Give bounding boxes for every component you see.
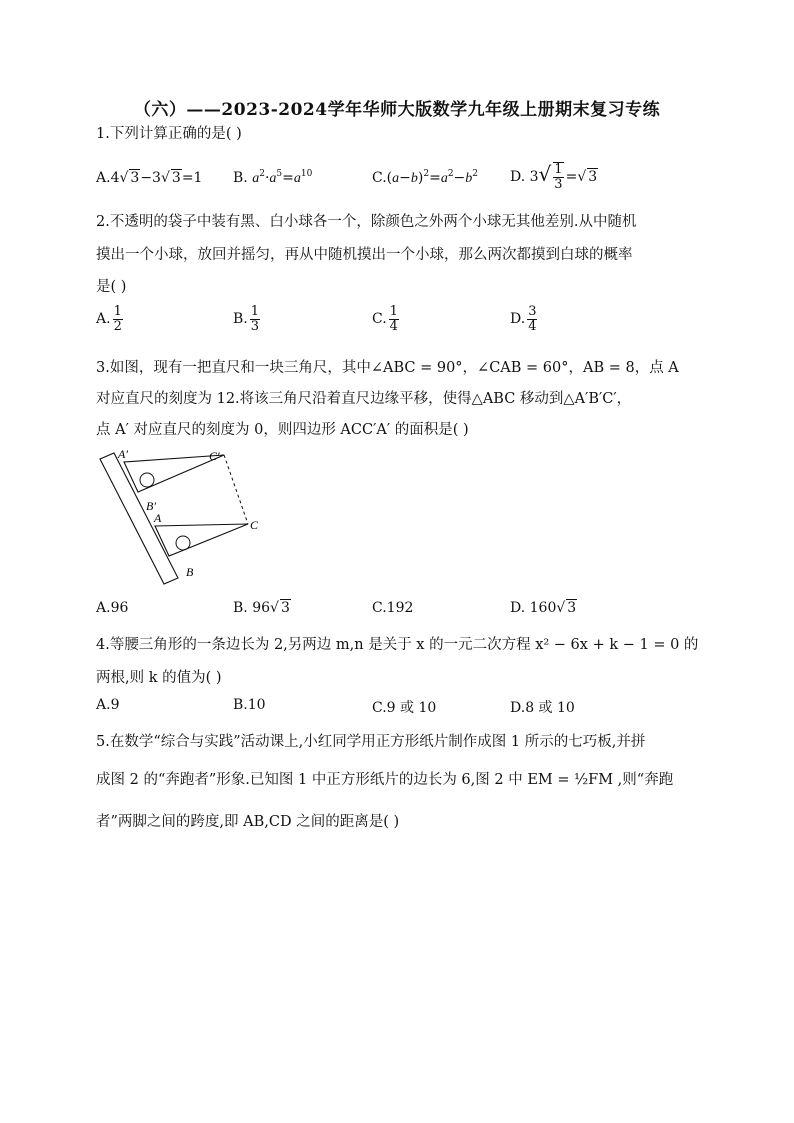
q4-option-a-label: A.	[96, 697, 111, 713]
q3-line-2: 对应直尺的刻度为 12.将该三角尺沿着直尺边缘平移，使得△ABC 移动到△A′B′C′，	[96, 391, 632, 407]
q1-option-a-formula: 4√ 3−3√ 3=1	[110, 170, 203, 186]
q3-option-d-formula: 160√ 3	[525, 600, 577, 616]
label-c: C	[250, 518, 259, 532]
q2-option-a	[96, 305, 125, 333]
q2-option-c	[372, 305, 401, 333]
q2-line-1: 2.不透明的袋子中装有黑、白小球各一个，除颜色之外两个小球无其他差别.从中随机	[96, 214, 637, 230]
triangle-hole-upper	[140, 473, 154, 487]
q1-stem: 1.下列计算正确的是( )	[96, 126, 242, 142]
denominator: 4	[528, 318, 537, 334]
q3-option-d	[510, 600, 577, 616]
numerator: 1	[250, 304, 260, 319]
q4-option-b-label: B.	[233, 697, 248, 713]
q2-option-a-label: A.	[96, 311, 111, 328]
q3-line-1: 3.如图，现有一把直尺和一块三角尺，其中∠ABC = 90°，∠CAB = 60°，AB = 8，点 A	[96, 360, 679, 376]
q2-option-c-fraction	[389, 305, 399, 333]
q4-line-2: 两根,则 k 的值为( )	[96, 670, 222, 686]
q4-option-c	[372, 697, 436, 717]
dashed-cc-prime	[224, 455, 248, 524]
q3-option-c-label: C.	[372, 600, 387, 616]
q5-line-1: 5.在数学“综合与实践”活动课上,小红同学用正方形纸片制作成图 1 所示的七巧板,并拼	[96, 734, 646, 750]
q4-option-a-value: 9	[110, 697, 120, 713]
numerator: 1	[389, 304, 398, 319]
q3-option-a-value: 96	[110, 600, 129, 616]
q3-option-d-label: D.	[510, 600, 526, 616]
q3-option-a	[96, 600, 128, 616]
triangle-abc	[155, 524, 248, 556]
q4-option-a	[96, 697, 119, 713]
q2-option-a-fraction	[113, 305, 123, 333]
label-a-prime: A′	[118, 447, 128, 461]
q1-option-d-label: D.	[510, 169, 526, 185]
ruler-shape	[100, 453, 178, 584]
numerator: 1	[113, 304, 122, 319]
q4-option-d	[510, 697, 575, 717]
q4-option-b-value: 10	[247, 697, 266, 713]
q4-option-c-value: 9 或 10	[386, 700, 437, 716]
q1-option-b	[233, 170, 312, 187]
q2-option-d	[510, 305, 539, 333]
numerator: 3	[528, 304, 537, 319]
q3-option-c	[372, 600, 413, 616]
denominator: 2	[113, 318, 122, 334]
q5-line-3: 者”两脚之间的跨度,即 AB,CD 之间的距离是( )	[96, 814, 400, 830]
label-b-prime: B′	[146, 499, 156, 513]
q1-option-c	[372, 170, 478, 187]
triangle-hole-lower	[176, 536, 190, 550]
q4-option-c-label: C.	[372, 700, 387, 716]
q2-option-d-fraction	[527, 305, 537, 333]
q3-option-b	[233, 600, 291, 616]
q3-line-3: 点 A′ 对应直尺的刻度为 0，则四边形 ACC′A′ 的面积是( )	[96, 422, 469, 438]
q2-line-2: 摸出一个小球，放回并摇匀，再从中随机摸出一个小球，那么两次都摸到白球的概率	[96, 247, 633, 263]
q1-option-c-label: C.	[372, 170, 387, 186]
q3-option-b-label: B.	[233, 600, 248, 616]
q1-option-c-formula: $(a-b)^2=a^2-b^2$	[386, 169, 479, 186]
q4-option-d-value: 8 或 10	[525, 700, 575, 716]
label-b: B	[186, 565, 194, 579]
document-title: （六）——2023-2024学年华师大版数学九年级上册期末复习专练	[133, 100, 661, 120]
q2-option-d-label: D.	[510, 311, 526, 328]
q4-line-1: 4.等腰三角形的一条边长为 2,另两边 m,n 是关于 x 的一元二次方程 x² − 6x + k − 1 = 0 的	[96, 637, 699, 653]
denominator: 4	[389, 318, 398, 334]
q2-option-b-fraction	[250, 305, 260, 333]
denominator: 3	[250, 318, 260, 334]
label-c-prime: C′	[209, 449, 220, 463]
ruler-triangle-figure	[96, 447, 266, 587]
q3-option-c-value: 192	[386, 600, 414, 616]
q1-option-d	[510, 162, 598, 192]
q2-option-c-label: C.	[372, 311, 387, 328]
q1-option-a	[96, 170, 202, 186]
q2-option-b-label: B.	[233, 311, 248, 328]
q1-option-d-formula: 3√ $\frac{1}{3}$ =√ 3	[525, 162, 598, 192]
q3-option-a-label: A.	[96, 600, 111, 616]
label-a: A	[154, 511, 162, 525]
q4-option-b	[233, 697, 266, 713]
q1-option-a-label: A.	[96, 170, 111, 186]
q1-option-b-formula: $a^2\cdot a^5=a^{10}$	[252, 169, 313, 186]
q3-option-b-formula: 96√ 3	[247, 600, 290, 616]
q1-option-b-label: B.	[233, 170, 248, 186]
q2-line-3: 是( )	[96, 279, 127, 295]
q4-option-d-label: D.	[510, 700, 526, 716]
q2-option-b	[233, 305, 262, 333]
q5-line-2: 成图 2 的“奔跑者”形象.已知图 1 中正方形纸片的边长为 6,图 2 中 EM = ½FM ,则“奔跑	[96, 772, 674, 788]
